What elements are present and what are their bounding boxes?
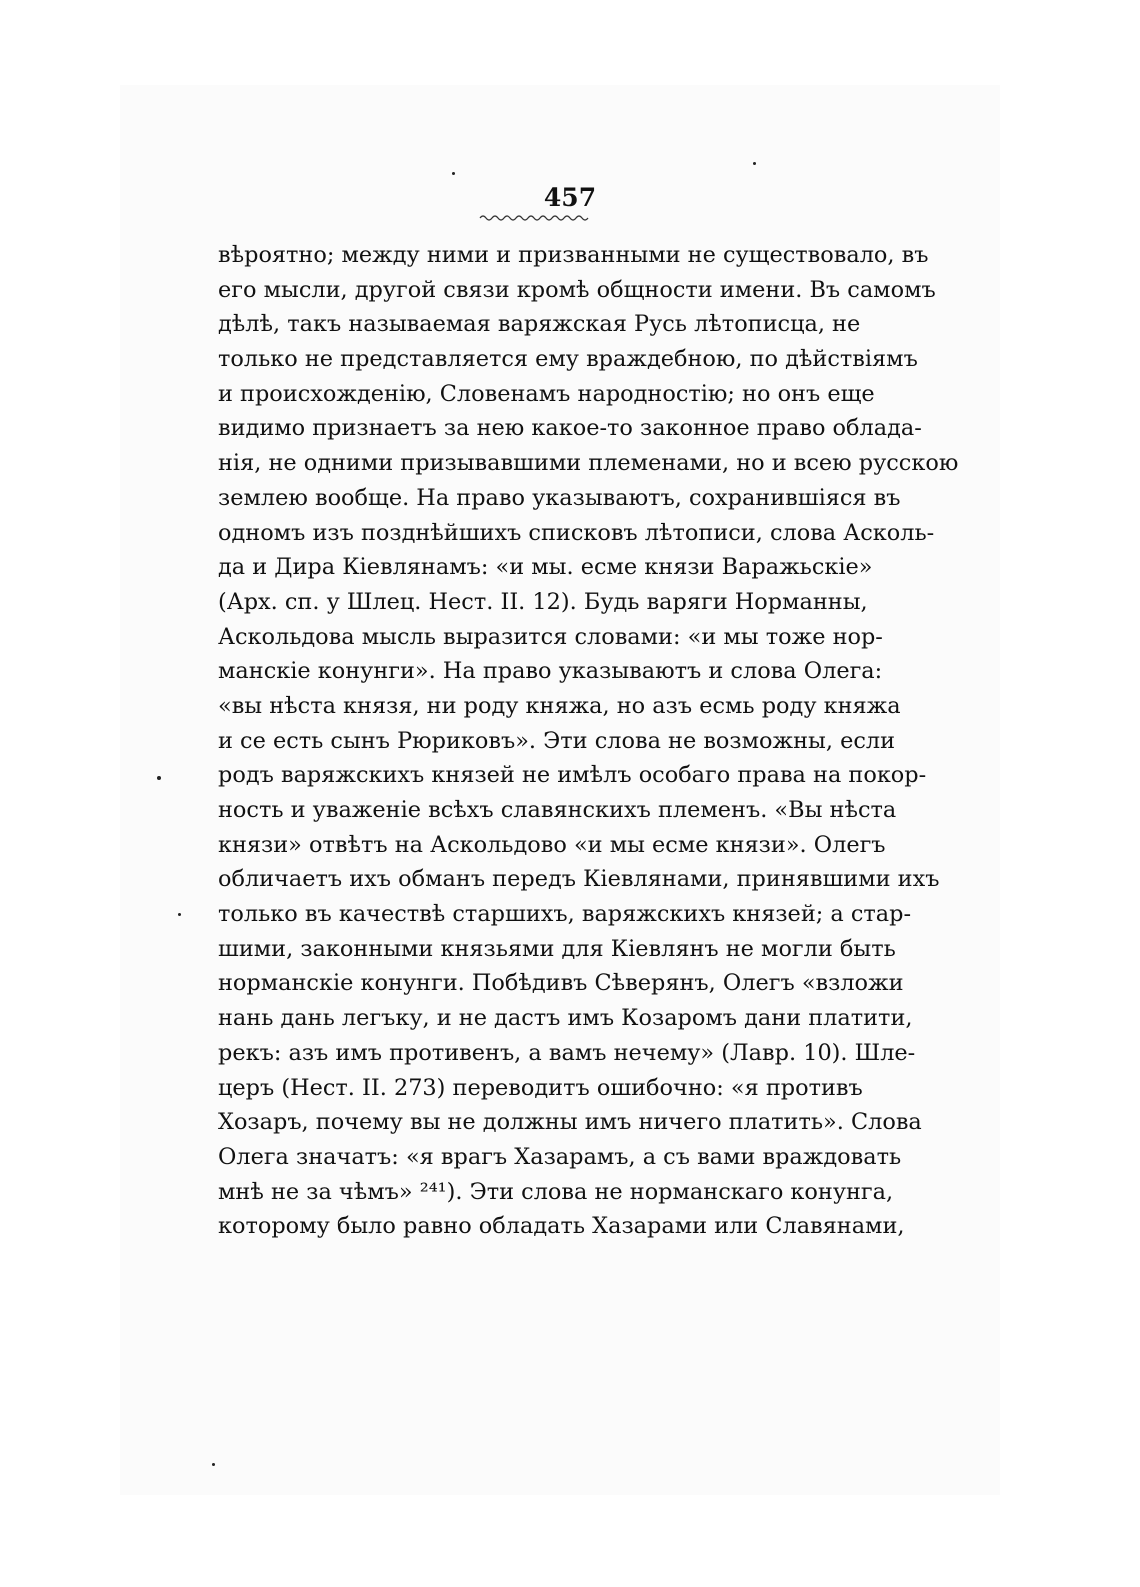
text-line: его мысли, другой связи кромѣ общности имени. Въ самомъ	[218, 276, 936, 303]
text-line: вѣроятно; между ними и призванными не существовало, въ	[218, 242, 929, 268]
text-line: да и Дира Кiевлянамъ: «и мы. есме князи Варажьскiе»	[218, 554, 873, 581]
text-line: и происхожденiю, Словенамъ народностiю; но онъ еще	[218, 380, 875, 407]
text-line: которому было равно обладать Хазарами или Славянами,	[218, 1213, 905, 1240]
text-line: князи» отвѣтъ на Аскольдово «и мы есме князи». Олегъ	[218, 831, 886, 858]
text-line: землею вообще. На право указываютъ, сохранившiяся въ	[218, 484, 901, 511]
page-number: 457	[543, 183, 597, 212]
text-line: норманскiе конунги. Побѣдивъ Сѣверянъ, Олегъ «взложи	[218, 970, 904, 997]
text-line: видимо признаетъ за нею какое-то законное право облада-	[218, 415, 922, 442]
text-line: манскiе конунги». На право указываютъ и слова Олега:	[218, 658, 883, 685]
text-line: Хозаръ, почему вы не должны имъ ничего платить». Слова	[218, 1109, 922, 1136]
ink-speck	[212, 1463, 215, 1466]
text-line: «вы нѣста князя, ни роду княжа, но азъ есмь роду княжа	[218, 692, 901, 719]
text-line: дѣлѣ, такъ называемая варяжская Русь лѣтописца, не	[218, 311, 861, 338]
ink-speck	[753, 162, 756, 165]
text-line: только не представляется ему враждебною, по дѣйствiямъ	[218, 346, 918, 373]
text-line: мнѣ не за чѣмъ» ²⁴¹). Эти слова не норманскаго конунга,	[218, 1178, 894, 1205]
text-line: рекъ: азъ имъ противенъ, а вамъ нечему» (Лавр. 10). Шле-	[218, 1039, 916, 1066]
text-line: шими, законными князьями для Кiевлянъ не могли быть	[218, 935, 896, 962]
text-line: Аскольдова мысль выразится словами: «и мы тоже нор-	[218, 623, 883, 650]
text-line: церъ (Нест. II. 273) переводитъ ошибочно: «я противъ	[218, 1074, 863, 1101]
text-line: только въ качествѣ старшихъ, варяжскихъ князей; а стар-	[218, 901, 912, 928]
text-line: обличаетъ ихъ обманъ передъ Кiевлянами, принявшими ихъ	[218, 866, 940, 893]
text-line: и се есть сынъ Рюриковъ». Эти слова не возможны, если	[218, 727, 896, 754]
ink-speck	[178, 913, 181, 916]
text-line: одномъ изъ позднѣйшихъ списковъ лѣтописи, слова Асколь-	[218, 519, 935, 546]
ink-speck	[157, 776, 161, 780]
text-line: нань дань легъку, и не дастъ имъ Козаромъ дани платити,	[218, 1005, 913, 1032]
text-line: (Арх. сп. у Шлец. Нест. II. 12). Будь варяги Норманны,	[218, 588, 868, 615]
text-line: Олега значатъ: «я врагъ Хазарамъ, а съ вами враждовать	[218, 1143, 902, 1170]
text-line: нiя, не одними призывавшими племенами, но и всею русскою	[218, 450, 959, 477]
text-line: родъ варяжскихъ князей не имѣлъ особаго права на покор-	[218, 762, 927, 789]
text-line: ность и уваженiе всѣхъ славянскихъ племенъ. «Вы нѣста	[218, 797, 897, 823]
ink-speck	[452, 172, 455, 175]
ornament-rule	[478, 212, 590, 224]
body-text	[218, 238, 959, 1244]
